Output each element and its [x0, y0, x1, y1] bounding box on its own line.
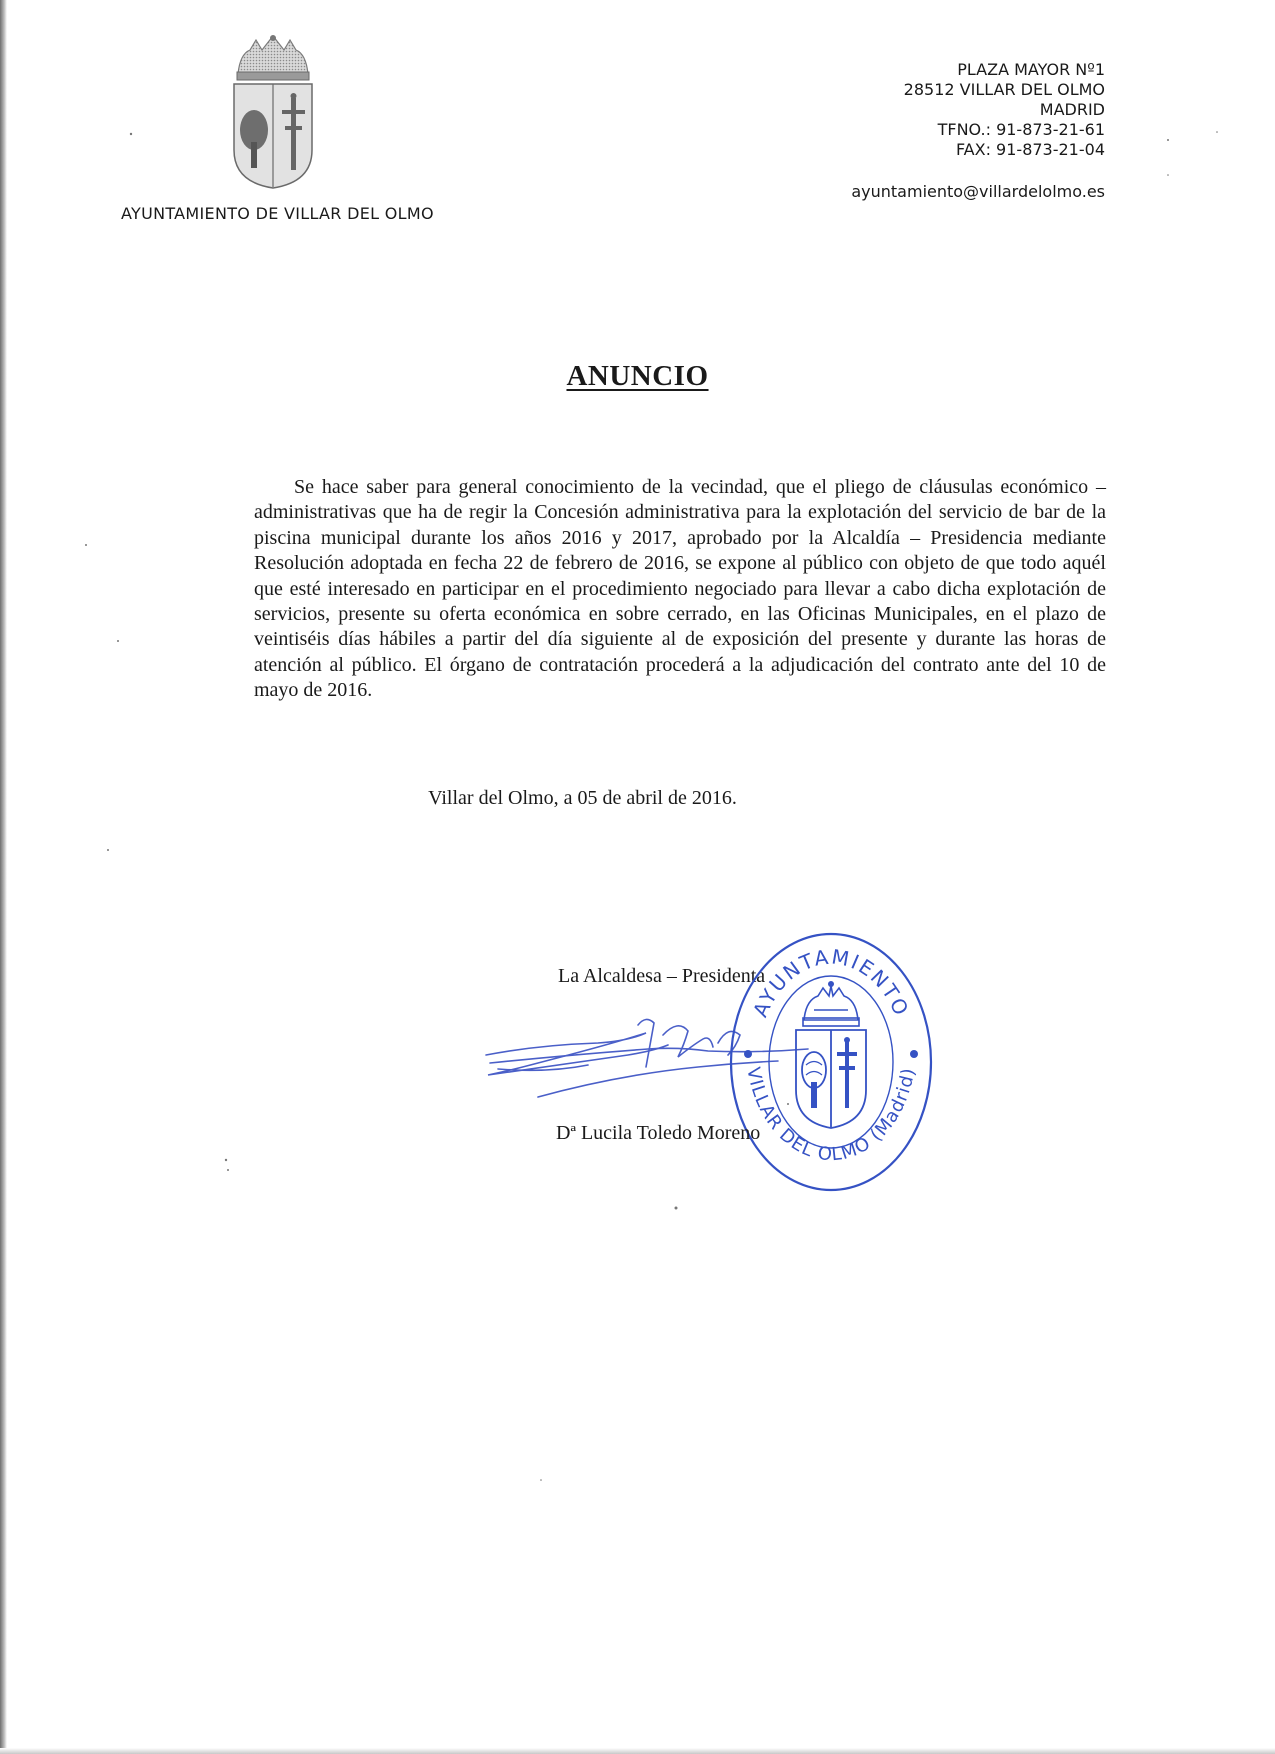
address-line: 28512 VILLAR DEL OLMO — [903, 80, 1105, 99]
fax-line: FAX: 91-873-21-04 — [955, 140, 1105, 159]
signer-role: La Alcaldesa – Presidenta — [558, 965, 766, 987]
coat-of-arms-icon — [228, 32, 318, 190]
scan-bottom-edge — [0, 1748, 1275, 1754]
address-block — [705, 60, 1105, 160]
phone-line: TFNO.: 91-873-21-61 — [937, 120, 1105, 139]
announcement-body: Se hace saber para general conocimiento de la vecindad, que el pliego de cláusulas económico – administrativas que ha de regir la Concesión administrativa para la explotación del servicio de bar de la piscina municipal durante los años 2016 y 2017, aprobado por la Alcaldía – Presidencia mediante Resolución adoptada en fecha 22 de febrero de 2016, se expone al público con objeto de que todo aquél que esté interesado en participar en el procedimiento negociado para llevar a cabo dicha explotación de servicios, presente su oferta económica en sobre cerrado, en las Oficinas Municipales, en el plazo de veintiséis días hábiles a partir del día siguiente al de exposición del presente y durante las horas de atención al público. El órgano de contratación procederá a la adjudicación del contrato ante del 10 de mayo de 2016. — [254, 476, 1106, 702]
official-seal-stamp — [726, 930, 936, 1195]
address-line: PLAZA MAYOR Nº1 — [957, 60, 1105, 79]
scan-page-edge — [0, 0, 7, 1754]
stamp-top-text: AYUNTAMIENTO — [747, 944, 915, 1021]
address-line: MADRID — [1039, 100, 1105, 119]
signer-name: Dª Lucila Toledo Moreno — [556, 1122, 761, 1144]
place-and-date: Villar del Olmo, a 05 de abril de 2016. — [428, 787, 737, 809]
stamp-bottom-text: VILLAR DEL OLMO (Madrid) — [742, 1065, 920, 1166]
organization-name: AYUNTAMIENTO DE VILLAR DEL OLMO — [121, 204, 434, 223]
email-address: ayuntamiento@villardelolmo.es — [851, 182, 1105, 201]
document-title: ANUNCIO — [566, 360, 709, 392]
